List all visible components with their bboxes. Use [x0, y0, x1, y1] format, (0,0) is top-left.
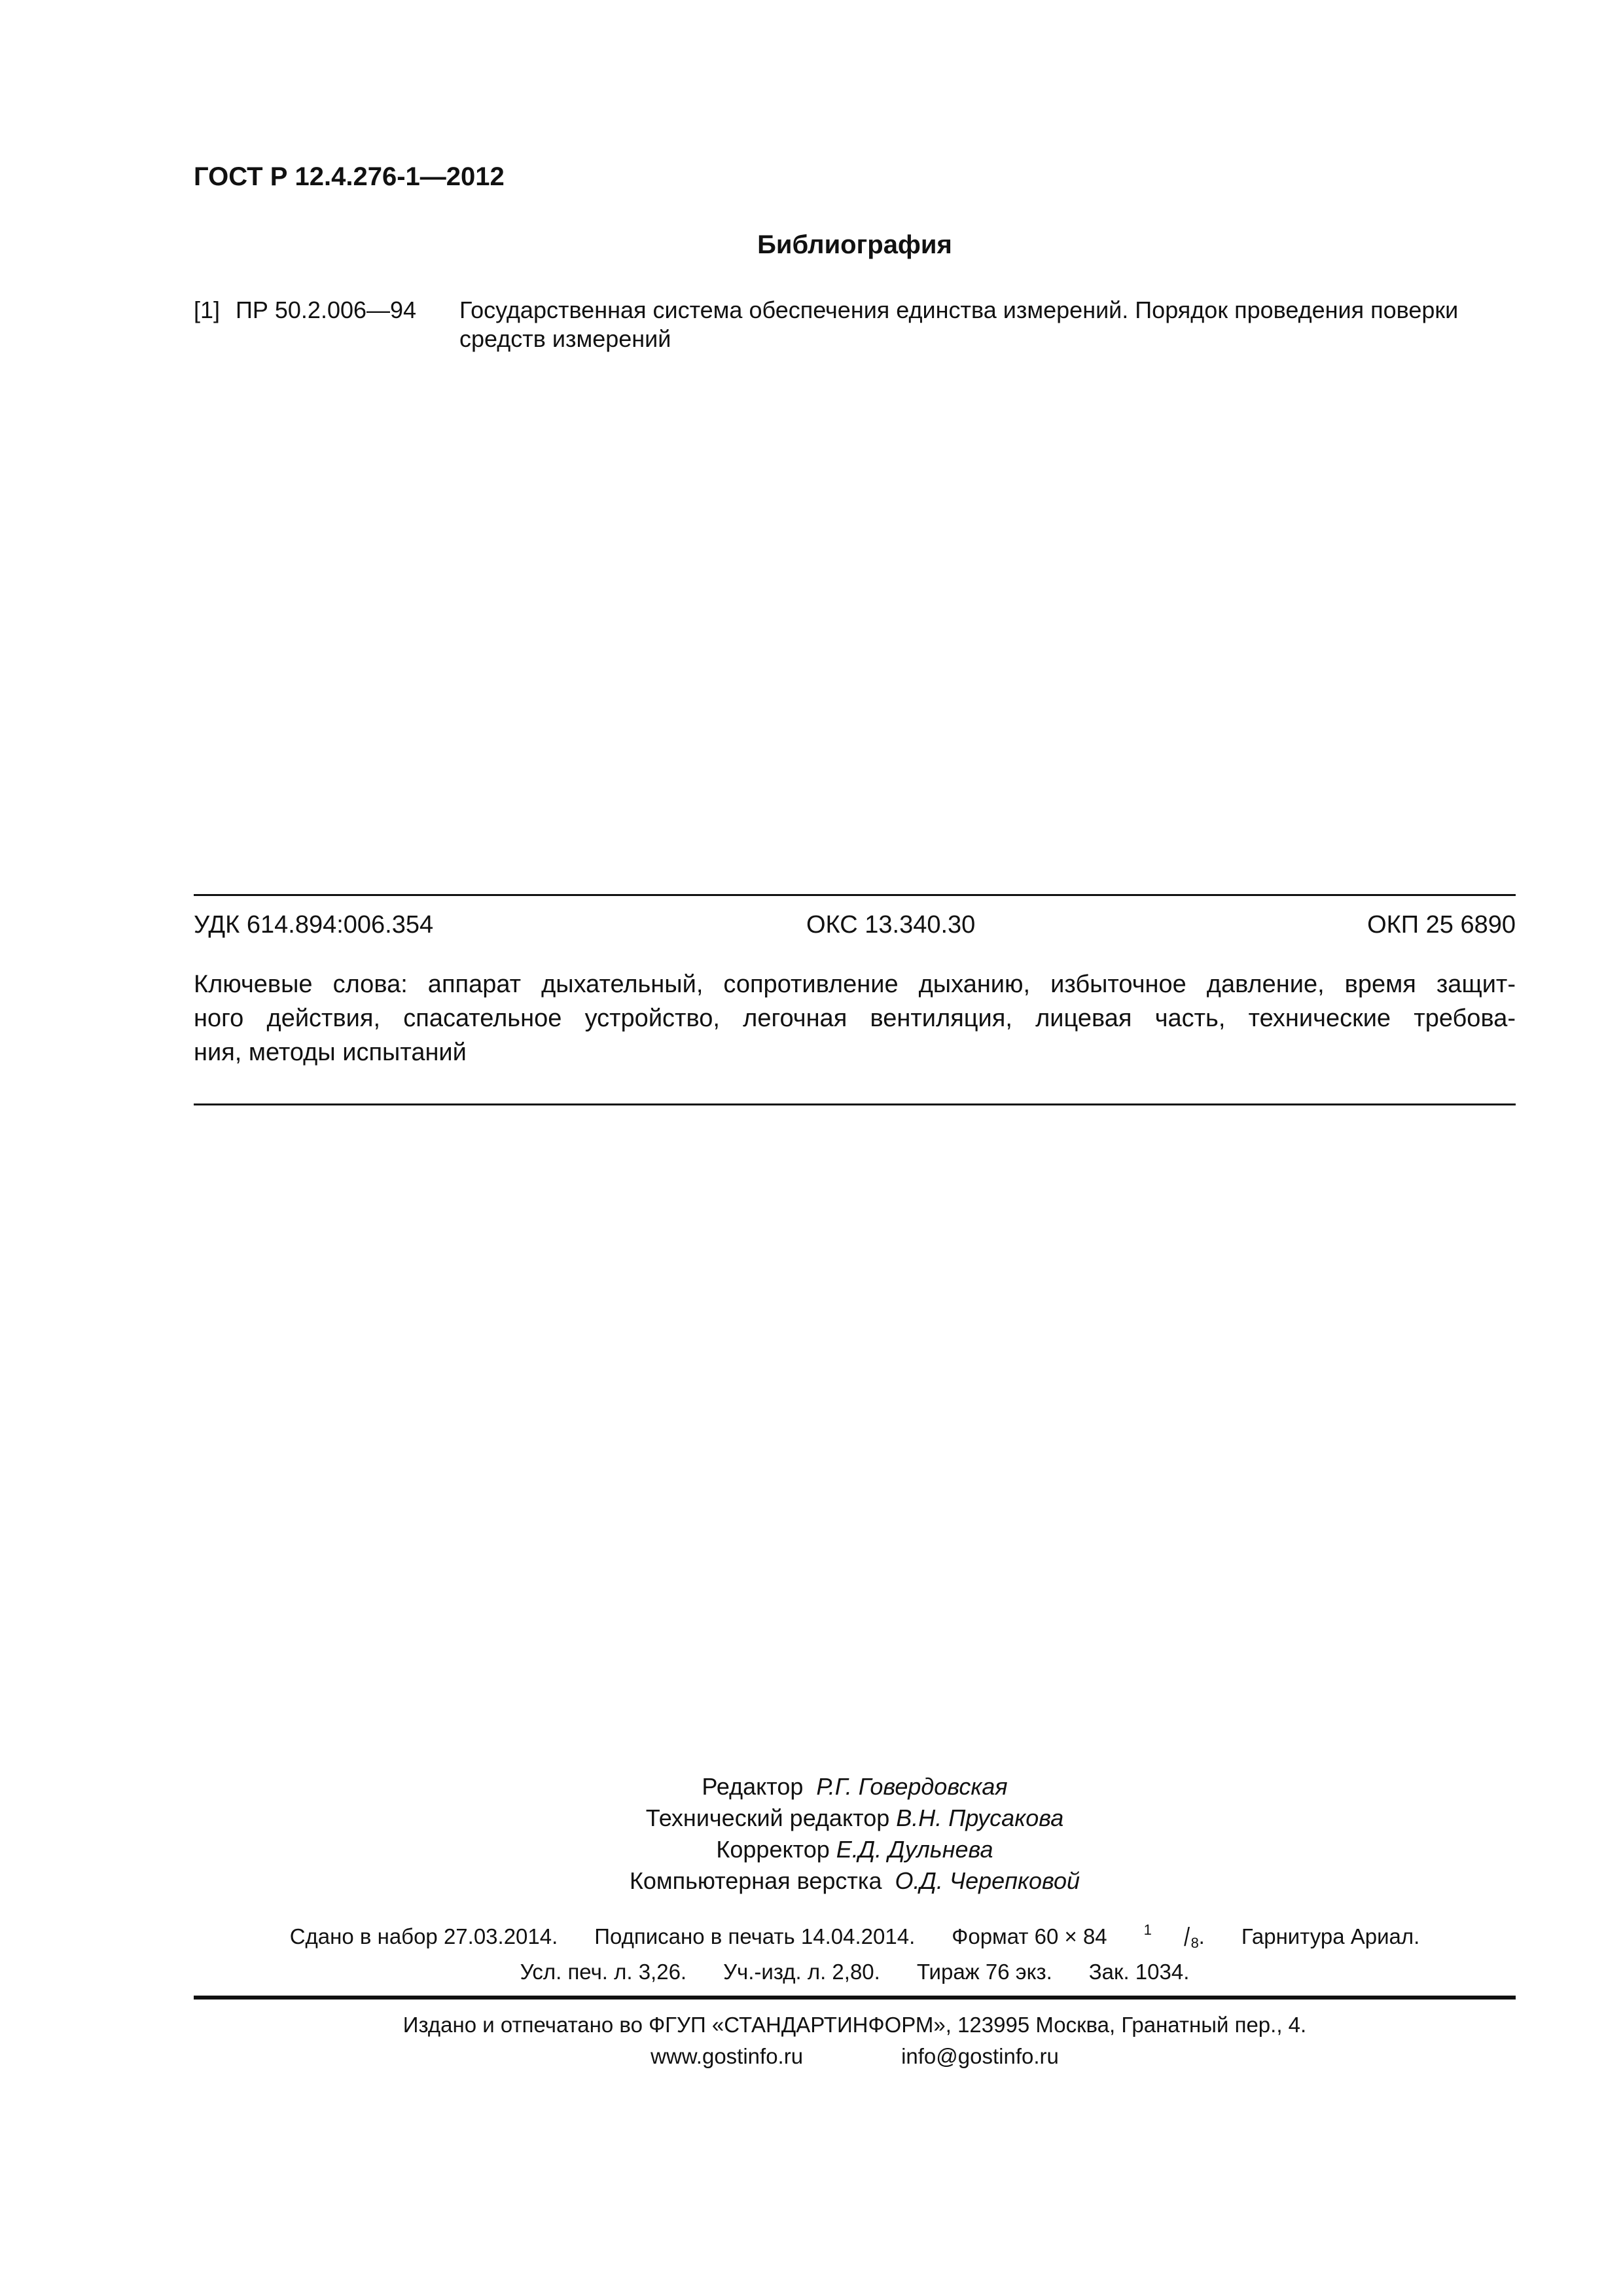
- bibliography-entry-code: ПР 50.2.006—94: [236, 296, 417, 323]
- keywords-line: Ключевые слова: аппарат дыхательный, сопротивление дыханию, избыточное давление, время защит-: [194, 971, 1516, 998]
- credit-role: Редактор: [702, 1773, 804, 1800]
- publisher-sheets: Уч.-изд. л. 2,80.: [723, 1960, 880, 1984]
- print-info-line-2: [0, 1960, 1623, 1984]
- submitted-date: Сдано в набор 27.03.2014.: [289, 1924, 558, 1948]
- order-number: Зак. 1034.: [1088, 1960, 1190, 1984]
- keywords-block: [194, 967, 1516, 1069]
- okp-code: ОКП 25 6890: [1367, 911, 1516, 939]
- bibliography-entry-number: [1]: [194, 296, 221, 323]
- publisher-contacts: [0, 2041, 1623, 2072]
- print-info-line-1: [0, 1922, 1623, 1952]
- publisher-address: Издано и отпечатано во ФГУП «СТАНДАРТИНФОРМ», 123995 Москва, Гранатный пер., 4.: [402, 2013, 1307, 2037]
- publisher-email: info@gostinfo.ru: [901, 2044, 1059, 2068]
- publisher-website: www.gostinfo.ru: [651, 2044, 804, 2068]
- credit-editor: [0, 1771, 1623, 1803]
- publisher-imprint: [0, 2009, 1623, 2072]
- credit-layout: [0, 1865, 1623, 1897]
- bibliography-title: Библиография: [757, 230, 952, 259]
- credit-role: Корректор: [716, 1836, 830, 1863]
- oks-code: ОКС 13.340.30: [806, 911, 976, 939]
- signed-date: Подписано в печать 14.04.2014.: [594, 1924, 916, 1948]
- credit-proofreader: [0, 1834, 1623, 1865]
- keywords-line: ния, методы испытаний: [194, 1039, 467, 1066]
- credit-tech-editor: [0, 1803, 1623, 1834]
- credit-name: Р.Г. Говердовская: [816, 1773, 1008, 1800]
- classification-line: [194, 911, 1516, 942]
- udk-code: УДК 614.894:006.354: [194, 911, 434, 939]
- print-sheets: Усл. печ. л. 3,26.: [520, 1960, 687, 1984]
- keywords-line: ного действия, спасательное устройство, легочная вентиляция, лицевая часть, технические требова-: [194, 1005, 1516, 1032]
- divider-bottom: [194, 1996, 1516, 2000]
- editorial-credits: [0, 1771, 1623, 1897]
- typeface: Гарнитура Ариал.: [1241, 1924, 1420, 1948]
- paper-format: Формат 60 × 84 1 / 8 .: [952, 1922, 1205, 1952]
- credit-name: Е.Д. Дульнева: [836, 1836, 993, 1863]
- bibliography-entry-text: Государственная система обеспечения единства измерений. Порядок проведения поверки средств измерений: [459, 296, 1459, 352]
- divider-middle: [194, 1103, 1516, 1105]
- format-fraction: 1 / 8: [1143, 1922, 1199, 1952]
- divider-top: [194, 894, 1516, 896]
- credit-role: Технический редактор: [645, 1804, 890, 1831]
- circulation: Тираж 76 экз.: [916, 1960, 1052, 1984]
- credit-name: О.Д. Черепковой: [895, 1867, 1080, 1894]
- credit-role: Компьютерная верстка: [629, 1867, 882, 1894]
- credit-name: В.Н. Прусакова: [896, 1804, 1064, 1831]
- document-number: ГОСТ Р 12.4.276-1—2012: [194, 162, 505, 191]
